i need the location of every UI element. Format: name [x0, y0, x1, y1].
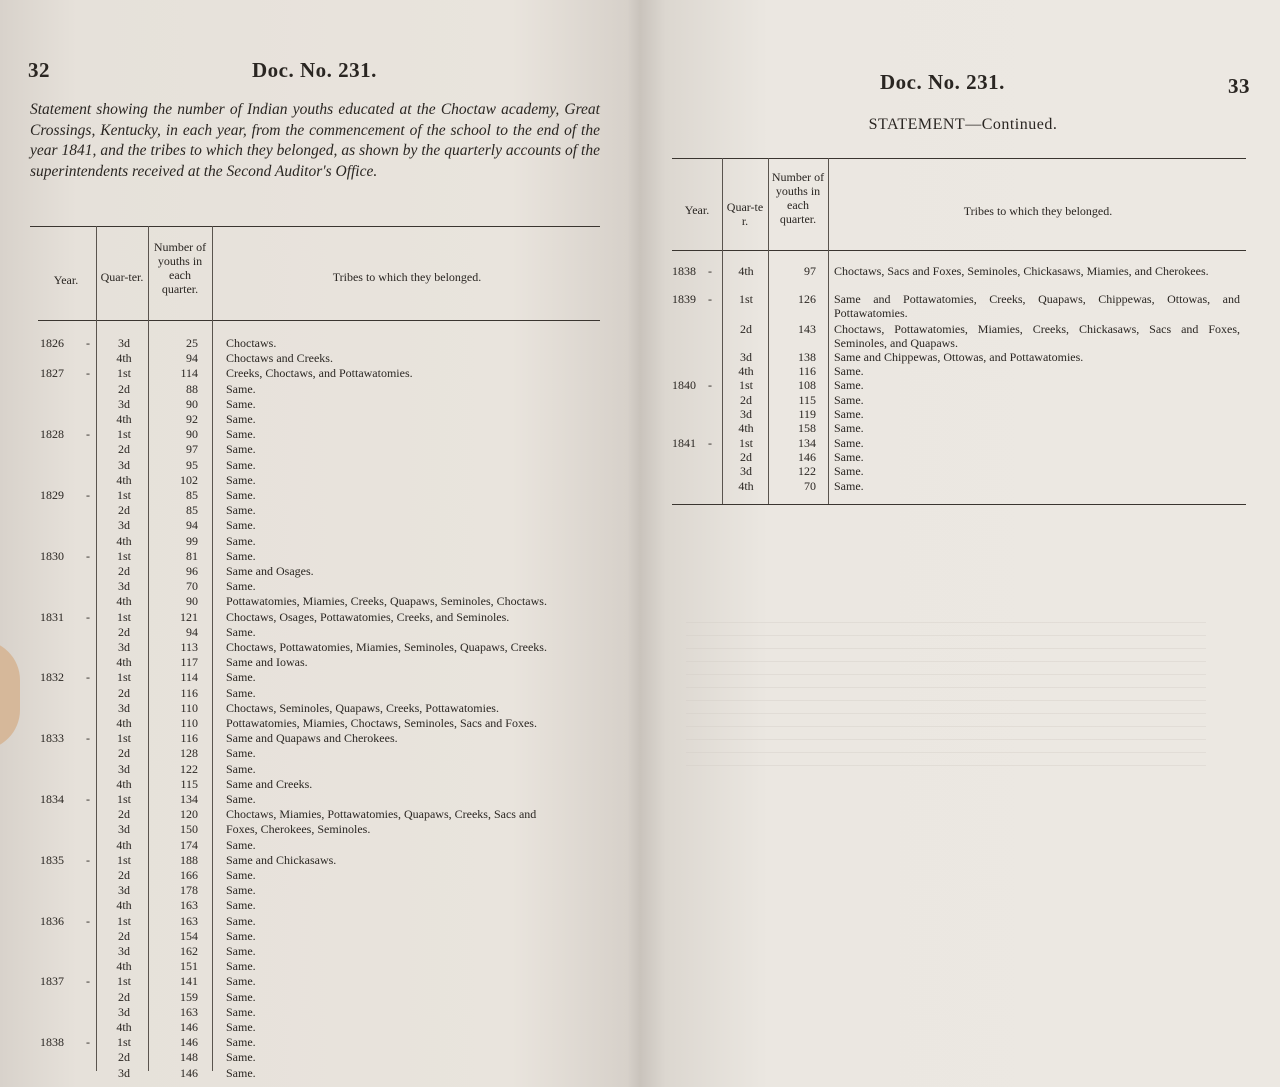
tribes-cell: Same. — [226, 990, 256, 1004]
number-cell: 117 — [180, 655, 198, 669]
year-cell: 1831 — [40, 610, 64, 624]
quarter-cell: 4th — [116, 534, 132, 548]
quarter-cell: 4th — [116, 594, 132, 608]
tribes-cell: Same. — [226, 883, 256, 897]
quarter-cell: 4th — [738, 479, 754, 493]
tribes-cell: Same. — [226, 959, 256, 973]
quarter-cell: 1st — [116, 914, 131, 928]
number-cell: 119 — [798, 407, 816, 421]
tribes-cell: Choctaws, Osages, Pottawatomies, Creeks, and Seminoles. — [226, 610, 510, 624]
number-cell: 97 — [186, 442, 198, 456]
tribes-cell: Same and Chickasaws. — [226, 853, 337, 867]
quarter-cell: 4th — [116, 412, 132, 426]
quarter-cell: 3d — [118, 822, 130, 836]
number-cell: 116 — [798, 364, 816, 378]
tribes-cell: Same. — [226, 914, 256, 928]
tribes-cell: Same. — [226, 762, 256, 776]
number-cell: 70 — [804, 479, 816, 493]
quarter-cell: 3d — [740, 407, 752, 421]
tribes-cell: Same. — [226, 746, 256, 760]
tribes-cell: Same. — [226, 534, 256, 548]
tribes-cell: Same. — [226, 1066, 256, 1080]
quarter-cell: 4th — [116, 716, 132, 730]
number-cell: 90 — [186, 427, 198, 441]
leader-dash: - — [86, 731, 90, 745]
leader-dash: - — [86, 853, 90, 867]
tribes-cell: Same. — [226, 442, 256, 456]
quarter-cell: 2d — [118, 807, 130, 821]
year-cell: 1833 — [40, 731, 64, 745]
number-cell: 146 — [180, 1066, 198, 1080]
number-cell: 146 — [180, 1020, 198, 1034]
number-cell: 178 — [180, 883, 198, 897]
quarter-cell: 3d — [740, 350, 752, 364]
number-cell: 116 — [180, 686, 198, 700]
quarter-cell: 4th — [738, 364, 754, 378]
leader-dash: - — [86, 670, 90, 684]
number-cell: 81 — [186, 549, 198, 563]
tribes-cell: Same. — [226, 549, 256, 563]
quarter-cell: 2d — [118, 382, 130, 396]
number-cell: 114 — [180, 366, 198, 380]
number-cell: 25 — [186, 336, 198, 350]
tribes-cell: Same. — [226, 686, 256, 700]
tribes-cell: Same. — [834, 378, 864, 392]
leader-dash: - — [86, 336, 90, 350]
year-cell: 1840 — [672, 378, 696, 392]
number-cell: 94 — [186, 351, 198, 365]
number-cell: 148 — [180, 1050, 198, 1064]
tribes-cell: Same. — [834, 436, 864, 450]
leader-dash: - — [86, 610, 90, 624]
tribes-cell: Same. — [834, 421, 864, 435]
number-cell: 70 — [186, 579, 198, 593]
number-cell: 88 — [186, 382, 198, 396]
quarter-cell: 1st — [116, 792, 131, 806]
tribes-cell: Same. — [226, 898, 256, 912]
leader-dash: - — [86, 366, 90, 380]
quarter-cell: 2d — [740, 450, 752, 464]
quarter-cell: 2d — [118, 503, 130, 517]
quarter-cell: 1st — [116, 549, 131, 563]
year-cell: 1835 — [40, 853, 64, 867]
number-cell: 126 — [798, 292, 816, 306]
quarter-cell: 4th — [116, 959, 132, 973]
number-cell: 96 — [186, 564, 198, 578]
number-cell: 90 — [186, 397, 198, 411]
right-page — [646, 0, 1280, 1087]
year-cell: 1838 — [40, 1035, 64, 1049]
tribes-cell: Same. — [226, 1005, 256, 1019]
quarter-cell: 2d — [118, 686, 130, 700]
tribes-cell: Same. — [226, 473, 256, 487]
tribes-cell: Same and Iowas. — [226, 655, 308, 669]
table-top-rule-right — [672, 158, 1246, 159]
page-number-left: 32 — [28, 58, 50, 82]
year-cell: 1827 — [40, 366, 64, 380]
year-cell: 1837 — [40, 974, 64, 988]
tribes-cell: Choctaws, Seminoles, Quapaws, Creeks, Pottawatomies. — [226, 701, 499, 715]
quarter-cell: 3d — [740, 464, 752, 478]
tribes-cell: Same and Pottawatomies, Creeks, Quapaws, Chippewas, Ottowas, and Pottawatomies. — [834, 292, 1240, 320]
quarter-cell: 2d — [118, 442, 130, 456]
leader-dash: - — [86, 974, 90, 988]
tribes-cell: Same. — [834, 479, 864, 493]
header-rule-left — [38, 320, 600, 321]
quarter-cell: 3d — [118, 701, 130, 715]
tribes-cell: Same. — [226, 944, 256, 958]
quarter-cell: 3d — [118, 458, 130, 472]
page-number-right: 33 — [1228, 74, 1250, 98]
number-cell: 110 — [180, 701, 198, 715]
number-cell: 150 — [180, 822, 198, 836]
tribes-cell: Same. — [834, 364, 864, 378]
number-cell: 128 — [180, 746, 198, 760]
tribes-cell: Same. — [226, 518, 256, 532]
quarter-cell: 1st — [738, 436, 753, 450]
header-quarter: Quar-ter. — [100, 270, 144, 284]
number-cell: 138 — [798, 350, 816, 364]
tribes-cell: Choctaws, Miamies, Pottawatomies, Quapaws, Creeks, Sacs and — [226, 807, 537, 821]
quarter-cell: 4th — [116, 838, 132, 852]
number-cell: 85 — [186, 488, 198, 502]
number-cell: 108 — [798, 378, 816, 392]
number-cell: 154 — [180, 929, 198, 943]
leader-dash: - — [86, 792, 90, 806]
quarter-cell: 3d — [118, 1005, 130, 1019]
quarter-cell: 4th — [116, 655, 132, 669]
quarter-cell: 1st — [116, 488, 131, 502]
statement-subtitle: STATEMENT—Continued. — [868, 116, 1058, 133]
quarter-cell: 2d — [118, 746, 130, 760]
leader-dash: - — [708, 436, 712, 450]
leader-dash: - — [86, 488, 90, 502]
quarter-cell: 3d — [118, 336, 130, 350]
quarter-cell: 2d — [118, 990, 130, 1004]
tribes-cell: Same. — [226, 397, 256, 411]
quarter-cell: 1st — [116, 427, 131, 441]
leader-dash: - — [708, 264, 712, 278]
header-number: Number of youths in each quarter. — [153, 240, 207, 296]
number-cell: 94 — [186, 518, 198, 532]
year-cell: 1836 — [40, 914, 64, 928]
number-cell: 143 — [798, 322, 816, 336]
quarter-cell: 1st — [116, 670, 131, 684]
quarter-cell: 3d — [118, 640, 130, 654]
year-cell: 1841 — [672, 436, 696, 450]
tribes-cell: Same. — [834, 393, 864, 407]
leader-dash: - — [86, 427, 90, 441]
number-cell: 102 — [180, 473, 198, 487]
number-cell: 163 — [180, 898, 198, 912]
number-cell: 163 — [180, 914, 198, 928]
number-cell: 122 — [180, 762, 198, 776]
quarter-cell: 1st — [116, 610, 131, 624]
quarter-cell: 4th — [116, 473, 132, 487]
header-quarter: Quar-ter. — [726, 200, 764, 228]
quarter-cell: 4th — [738, 264, 754, 278]
tribes-cell: Same. — [834, 464, 864, 478]
quarter-cell: 2d — [118, 625, 130, 639]
tribes-cell: Same and Chippewas, Ottowas, and Pottawatomies. — [834, 350, 1084, 364]
tribes-cell: Same. — [226, 458, 256, 472]
leader-dash: - — [86, 549, 90, 563]
tribes-cell: Same. — [226, 1050, 256, 1064]
header-tribes: Tribes to which they belonged. — [332, 270, 482, 284]
quarter-cell: 1st — [116, 366, 131, 380]
tribes-cell: Same. — [226, 974, 256, 988]
number-cell: 141 — [180, 974, 198, 988]
number-cell: 90 — [186, 594, 198, 608]
quarter-cell: 1st — [738, 292, 753, 306]
number-cell: 158 — [798, 421, 816, 435]
number-cell: 97 — [804, 264, 816, 278]
tribes-cell: Choctaws and Creeks. — [226, 351, 333, 365]
number-cell: 122 — [798, 464, 816, 478]
quarter-cell: 1st — [116, 853, 131, 867]
number-cell: 188 — [180, 853, 198, 867]
tribes-cell: Foxes, Cherokees, Seminoles. — [226, 822, 371, 836]
quarter-cell: 4th — [116, 1020, 132, 1034]
tribes-cell: Same. — [226, 868, 256, 882]
doc-title-right: Doc. No. 231. — [880, 70, 1005, 94]
tribes-cell: Same. — [226, 625, 256, 639]
col-divider — [96, 226, 97, 1071]
number-cell: 95 — [186, 458, 198, 472]
quarter-cell: 1st — [116, 974, 131, 988]
number-cell: 162 — [180, 944, 198, 958]
quarter-cell: 2d — [118, 868, 130, 882]
leader-dash: - — [86, 1035, 90, 1049]
number-cell: 174 — [180, 838, 198, 852]
quarter-cell: 1st — [116, 731, 131, 745]
quarter-cell: 4th — [116, 777, 132, 791]
table-bottom-rule-right — [672, 504, 1246, 505]
quarter-cell: 4th — [116, 351, 132, 365]
col-divider — [828, 158, 829, 504]
tribes-cell: Same. — [226, 792, 256, 806]
header-tribes: Tribes to which they belonged. — [963, 204, 1113, 218]
number-cell: 113 — [180, 640, 198, 654]
number-cell: 110 — [180, 716, 198, 730]
year-cell: 1826 — [40, 336, 64, 350]
header-number: Number of youths in each quarter. — [771, 170, 825, 226]
year-cell: 1839 — [672, 292, 696, 306]
quarter-cell: 4th — [116, 898, 132, 912]
number-cell: 116 — [180, 731, 198, 745]
tribes-cell: Same. — [226, 579, 256, 593]
number-cell: 120 — [180, 807, 198, 821]
tribes-cell: Choctaws. — [226, 336, 277, 350]
col-divider — [148, 226, 149, 1071]
year-cell: 1829 — [40, 488, 64, 502]
number-cell: 115 — [180, 777, 198, 791]
quarter-cell: 1st — [738, 378, 753, 392]
col-divider — [212, 226, 213, 1071]
number-cell: 134 — [798, 436, 816, 450]
tribes-cell: Same. — [226, 929, 256, 943]
bleed-through-text — [686, 610, 1206, 770]
quarter-cell: 3d — [118, 883, 130, 897]
tribes-cell: Choctaws, Pottawatomies, Miamies, Seminoles, Quapaws, Creeks. — [226, 640, 547, 654]
number-cell: 166 — [180, 868, 198, 882]
leader-dash: - — [86, 914, 90, 928]
number-cell: 146 — [798, 450, 816, 464]
tribes-cell: Choctaws, Pottawatomies, Miamies, Creeks, Chickasaws, Sacs and Foxes, Seminoles, and Quapaws. — [834, 322, 1240, 350]
quarter-cell: 3d — [118, 1066, 130, 1080]
statement-intro: Statement showing the number of Indian youths educated at the Choctaw academy, Great Crossings, Kentucky, in each year, from the commencement of the school to the end of the year 1841, and the tribes to which they belonged, as shown by the quarterly accounts of the superintendents received at the Second Auditor's Office. — [30, 101, 600, 180]
header-year: Year. — [53, 273, 79, 287]
col-divider — [722, 158, 723, 504]
number-cell: 92 — [186, 412, 198, 426]
tribes-cell: Same. — [226, 503, 256, 517]
quarter-cell: 3d — [118, 397, 130, 411]
number-cell: 99 — [186, 534, 198, 548]
tribes-cell: Pottawatomies, Miamies, Creeks, Quapaws, Seminoles, Choctaws. — [226, 594, 547, 608]
quarter-cell: 2d — [118, 1050, 130, 1064]
tribes-cell: Choctaws, Sacs and Foxes, Seminoles, Chickasaws, Miamies, and Cherokees. — [834, 264, 1209, 278]
year-cell: 1838 — [672, 264, 696, 278]
number-cell: 94 — [186, 625, 198, 639]
quarter-cell: 3d — [118, 762, 130, 776]
header-year: Year. — [684, 203, 710, 217]
left-page — [0, 0, 636, 1087]
number-cell: 151 — [180, 959, 198, 973]
tribes-cell: Same. — [226, 1035, 256, 1049]
tribes-cell: Same. — [226, 838, 256, 852]
tribes-cell: Same and Osages. — [226, 564, 314, 578]
tribes-cell: Same. — [226, 427, 256, 441]
number-cell: 114 — [180, 670, 198, 684]
tribes-cell: Same. — [834, 450, 864, 464]
tribes-cell: Same. — [834, 407, 864, 421]
quarter-cell: 1st — [116, 1035, 131, 1049]
quarter-cell: 3d — [118, 518, 130, 532]
number-cell: 159 — [180, 990, 198, 1004]
quarter-cell: 4th — [738, 421, 754, 435]
tribes-cell: Same. — [226, 670, 256, 684]
quarter-cell: 3d — [118, 579, 130, 593]
number-cell: 163 — [180, 1005, 198, 1019]
tribes-cell: Same. — [226, 488, 256, 502]
number-cell: 146 — [180, 1035, 198, 1049]
number-cell: 121 — [180, 610, 198, 624]
leader-dash: - — [708, 378, 712, 392]
tribes-cell: Same. — [226, 412, 256, 426]
number-cell: 115 — [798, 393, 816, 407]
table-top-rule-left — [30, 226, 600, 227]
year-cell: 1830 — [40, 549, 64, 563]
tribes-cell: Same. — [226, 382, 256, 396]
quarter-cell: 2d — [740, 393, 752, 407]
number-cell: 134 — [180, 792, 198, 806]
number-cell: 85 — [186, 503, 198, 517]
tribes-cell: Creeks, Choctaws, and Pottawatomies. — [226, 366, 413, 380]
year-cell: 1828 — [40, 427, 64, 441]
quarter-cell: 2d — [118, 564, 130, 578]
quarter-cell: 2d — [740, 322, 752, 336]
tribes-cell: Pottawatomies, Miamies, Choctaws, Seminoles, Sacs and Foxes. — [226, 716, 537, 730]
quarter-cell: 3d — [118, 944, 130, 958]
tribes-cell: Same and Quapaws and Cherokees. — [226, 731, 398, 745]
header-rule-right — [672, 250, 1246, 251]
leader-dash: - — [708, 292, 712, 306]
year-cell: 1832 — [40, 670, 64, 684]
tribes-cell: Same and Creeks. — [226, 777, 313, 791]
tribes-cell: Same. — [226, 1020, 256, 1034]
year-cell: 1834 — [40, 792, 64, 806]
doc-title-left: Doc. No. 231. — [252, 58, 377, 82]
quarter-cell: 2d — [118, 929, 130, 943]
